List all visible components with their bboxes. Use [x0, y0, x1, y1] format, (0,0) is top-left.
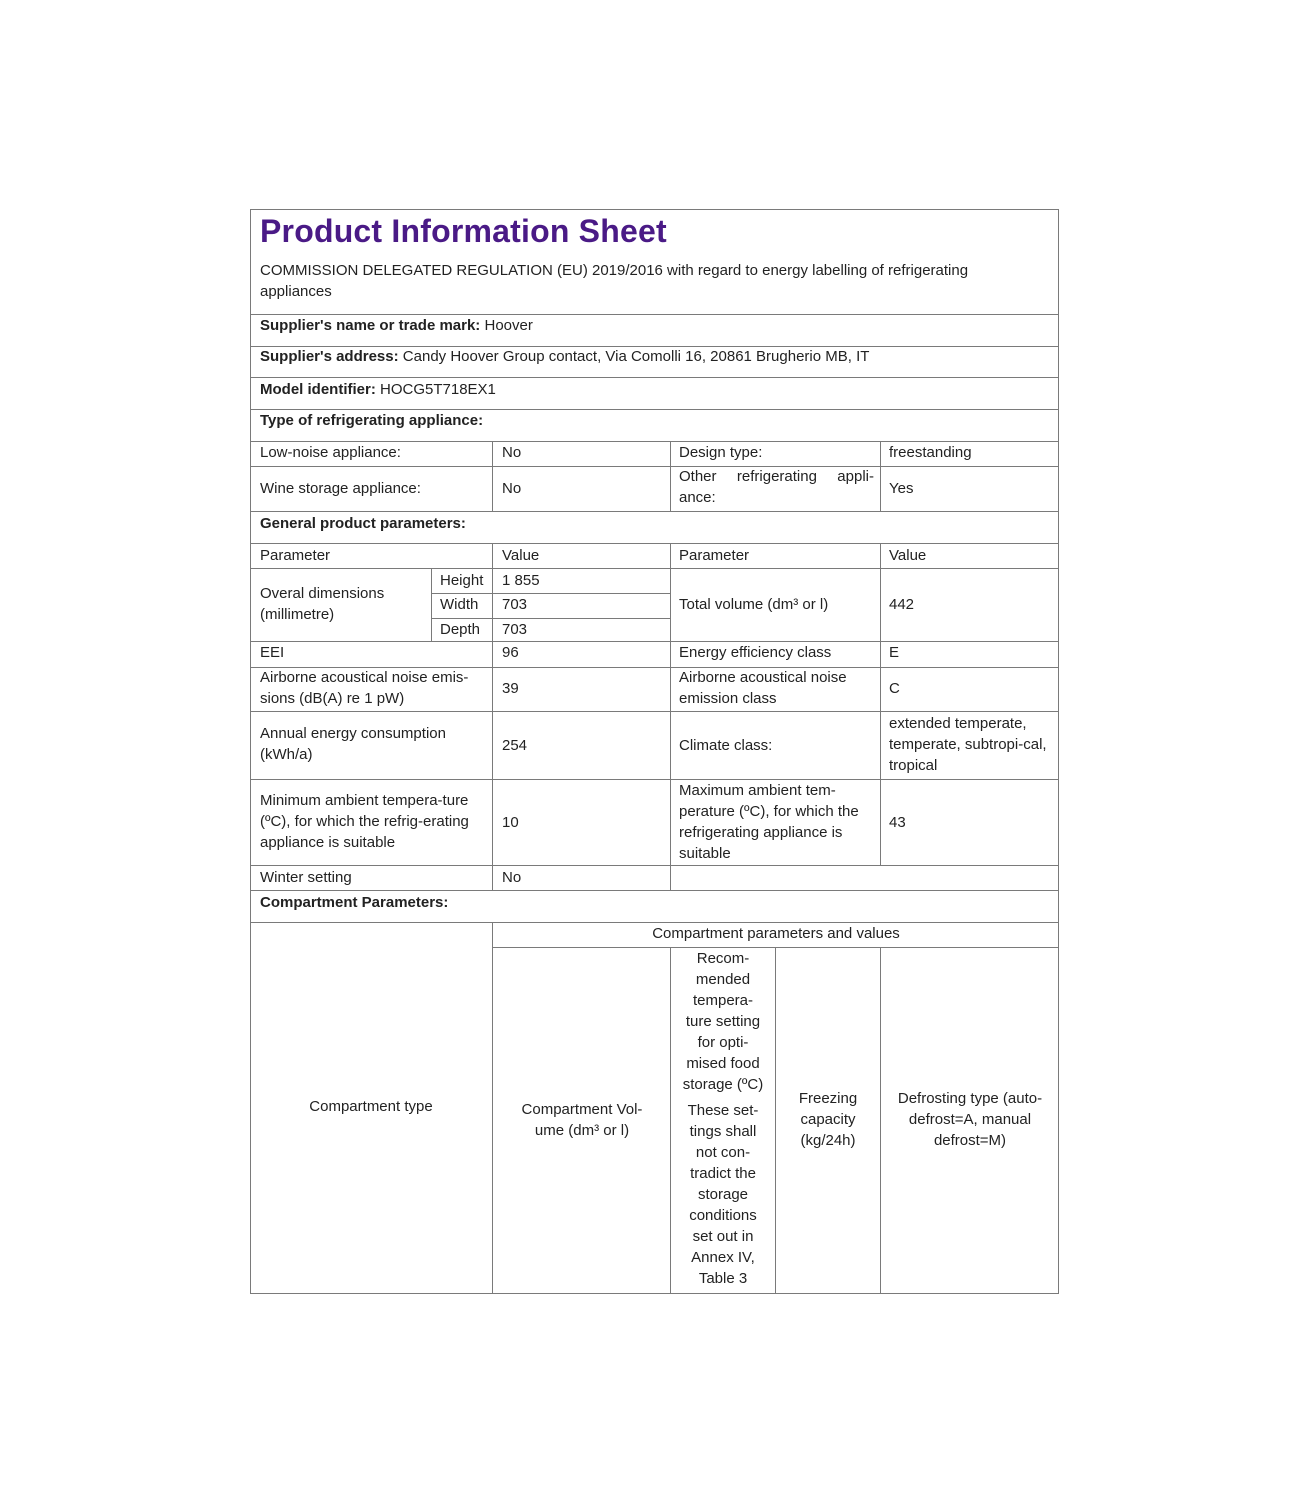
height-value: 1 855 [502, 572, 540, 589]
width-value: 703 [502, 596, 528, 613]
model-row [260, 379, 1050, 400]
energy-class-value: E [889, 644, 900, 661]
compartment-heading: Compartment Parameters: [260, 894, 449, 911]
storage-note: These set-tings shall not con-tradict the storage conditions set out in Annex IV, Table 3 [687, 1102, 759, 1287]
border-bottom [250, 1293, 1059, 1294]
min-ambient-label: Minimum ambient tempera-ture (ºC), for which the refrig-erating appliance is suitable [260, 792, 469, 851]
compartment-volume-header: Compartment Vol-ume (dm³ or l) [521, 1101, 643, 1139]
design-type-label: Design type: [679, 444, 763, 461]
low-noise-label: Low-noise appliance: [260, 444, 401, 461]
annual-energy-label: Annual energy consumption (kWh/a) [260, 725, 446, 763]
border-right [1058, 209, 1059, 1294]
param-header-2: Parameter [679, 547, 750, 564]
general-heading: General product parameters: [260, 515, 466, 532]
compartment-type-header: Compartment type [309, 1098, 433, 1115]
other-appliance-value: Yes [889, 480, 914, 497]
climate-value: extended temperate, temperate, subtropi-cal, tropical [889, 715, 1047, 774]
page-title: Product Information Sheet [260, 213, 667, 249]
climate-label: Climate class: [679, 737, 773, 754]
total-volume-value: 442 [889, 596, 915, 613]
noise-class-label: Airborne acoustical noise emission class [679, 669, 847, 707]
noise-class-value: C [889, 680, 900, 697]
model-value: HOCG5T718EX1 [380, 381, 496, 398]
supplier-address-value: Candy Hoover Group contact, Via Comolli 16, 20861 Brugherio MB, IT [402, 348, 870, 365]
max-ambient-label: Maximum ambient tem-perature (ºC), for which the refrigerating appliance is suitable [679, 782, 859, 862]
param-header-1: Parameter [260, 547, 331, 564]
eei-label: EEI [260, 644, 285, 661]
low-noise-value: No [502, 444, 522, 461]
defrosting-type-header: Defrosting type (auto-defrost=A, manual defrost=M) [897, 1090, 1043, 1149]
supplier-name-row [260, 315, 1050, 336]
wine-storage-value: No [502, 480, 522, 497]
compartment-params-header: Compartment parameters and values [652, 925, 900, 942]
noise-value: 39 [502, 680, 519, 697]
product-information-sheet [250, 209, 1059, 1294]
noise-label: Airborne acoustical noise emis-sions (dB(A) re 1 pW) [260, 669, 469, 707]
supplier-address-row [260, 346, 1050, 367]
wine-storage-label: Wine storage appliance: [260, 480, 421, 497]
type-heading: Type of refrigerating appliance: [260, 412, 484, 429]
depth-label: Depth [440, 621, 481, 638]
value-header-1: Value [502, 547, 540, 564]
height-label: Height [440, 572, 484, 589]
total-volume-label: Total volume (dm³ or l) [679, 596, 829, 613]
supplier-address-label: Supplier's address: [260, 348, 399, 365]
supplier-name-label: Supplier's name or trade mark: [260, 317, 481, 334]
max-ambient-value: 43 [889, 814, 906, 831]
depth-value: 703 [502, 621, 528, 638]
dimensions-label: Overal dimensions (millimetre) [260, 585, 385, 623]
value-header-2: Value [889, 547, 927, 564]
annual-energy-value: 254 [502, 737, 528, 754]
supplier-name-value: Hoover [484, 317, 533, 334]
winter-value: No [502, 869, 522, 886]
model-label: Model identifier: [260, 381, 376, 398]
other-appliance-label: Other refrigerating appli-ance: [679, 468, 874, 506]
energy-class-label: Energy efficiency class [679, 644, 832, 661]
border-top [250, 209, 1059, 210]
border-left [250, 209, 251, 1294]
min-ambient-value: 10 [502, 814, 519, 831]
width-label: Width [440, 596, 479, 613]
freezing-capacity-header: Freezing capacity (kg/24h) [798, 1090, 858, 1149]
winter-label: Winter setting [260, 869, 352, 886]
recommended-temp-header: Recom-mended tempera-ture setting for opti-mised food storage (ºC) [682, 950, 764, 1093]
eei-value: 96 [502, 644, 519, 661]
design-type-value: freestanding [889, 444, 972, 461]
regulation-text: COMMISSION DELEGATED REGULATION (EU) 2019/2016 with regard to energy labelling of refrigerating appliances [260, 262, 969, 300]
